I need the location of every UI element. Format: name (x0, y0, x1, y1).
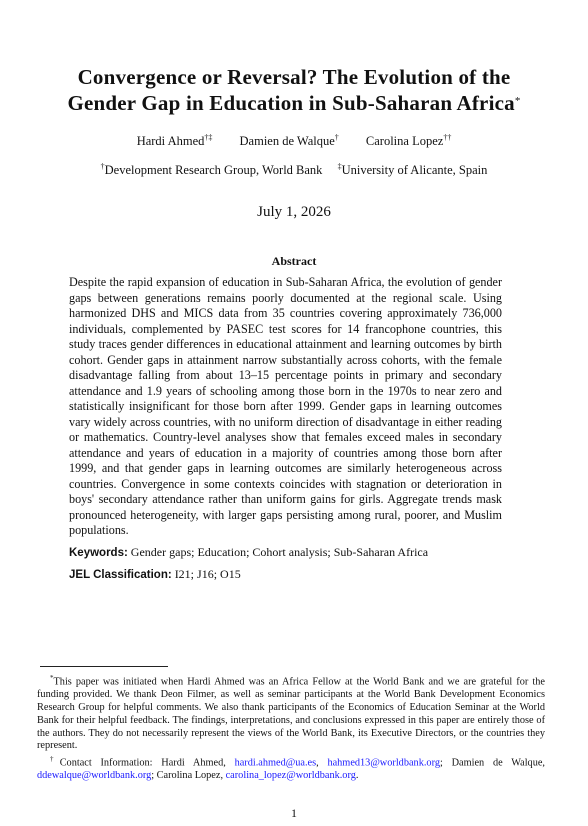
jel-value: I21; J16; O15 (174, 567, 241, 581)
title-line-1: Convergence or Reversal? The Evolution of the (77, 65, 511, 89)
jel-label: JEL Classification: (69, 569, 172, 581)
paper-date: July 1, 2026 (257, 204, 331, 220)
keywords-label: Keywords: (69, 547, 128, 559)
author-list (0, 133, 588, 149)
author: Damien de Walque† (239, 133, 339, 149)
affiliation-list (0, 162, 588, 178)
keywords-line (69, 545, 519, 560)
abstract-text: Despite the rapid expansion of education in Sub-Saharan Africa, the evolution of gender gaps between generations remains poorly documented at the regional scale. Using harmonized DHS and MICS data from 35 countries covering approximately 736,000 individuals, complemented by PASEC test scores for 14 francophone countries, this study traces gender differences in educational attainment and learning outcomes by birth cohort. Gender gaps in attainment narrow substantially across cohorts, with the female disadvantage falling from about 13–15 percentage points in primary and secondary attendance and 1.9 years of schooling among those born in the 1970s to near zero and statistically insignificant for those born after 1999. Gender gaps in learning outcomes vary widely across countries, with no uniform direction of disadvantage in either reading or mathematics. Country-level analyses show that females exceed males in secondary attendance and years of education in a majority of countries among those born after 1999, and that gender gaps in learning outcomes are similarly heterogeneous across countries. Convergence in some contexts coincides with stagnation or deterioration in boys' secondary attendance rather than uniform gains for girls. Aggregate trends mask pronounced heterogeneity, with larger gaps persisting among rural, poorer, and Muslim populations. (69, 275, 502, 537)
jel-line (69, 567, 519, 582)
email-link[interactable]: ddewalque@worldbank.org (37, 770, 152, 782)
title-line-2: Gender Gap in Education in Sub-Saharan Africa (67, 91, 515, 115)
affiliation: †Development Research Group, World Bank (100, 162, 323, 178)
email-link[interactable]: hahmed13@worldbank.org (327, 757, 440, 769)
footnote-divider (40, 666, 168, 667)
author: Hardi Ahmed†‡ (136, 133, 213, 149)
affiliation: ‡University of Alicante, Spain (337, 162, 488, 178)
abstract-heading: Abstract (271, 254, 317, 268)
email-link[interactable]: hardi.ahmed@ua.es (234, 757, 317, 769)
author: Carolina Lopez†† (365, 133, 452, 149)
keywords-value: Gender gaps; Education; Cohort analysis; Sub-Saharan Africa (130, 545, 429, 559)
footnote-contact: †Contact Information: Hardi Ahmed, hardi.ahmed@ua.es, hahmed13@worldbank.org; Damien de Walque, ddewalque@worldbank.org; Carolina Lopez, carolina_lopez@worldbank.org. (37, 755, 545, 782)
footnotes (37, 672, 545, 783)
footnote-funding: *This paper was initiated when Hardi Ahmed was an Africa Fellow at the World Bank and we are grateful for the funding provided. We thank Deon Filmer, as well as seminar participants at the World Bank Development Economics Research Group for helpful comments. We also thank participants of the Economics of Education Seminar at the World Bank for their helpful feedback. The findings, interpretations, and conclusions expressed in this paper are entirely those of the authors. They do not necessarily represent the views of the World Bank, its Executive Directors, or the countries they represent. (37, 674, 545, 752)
page-number: 1 (291, 806, 297, 820)
title-footnote-mark: * (514, 95, 521, 107)
email-link[interactable]: carolina_lopez@worldbank.org (225, 770, 356, 782)
paper-title (20, 64, 568, 116)
